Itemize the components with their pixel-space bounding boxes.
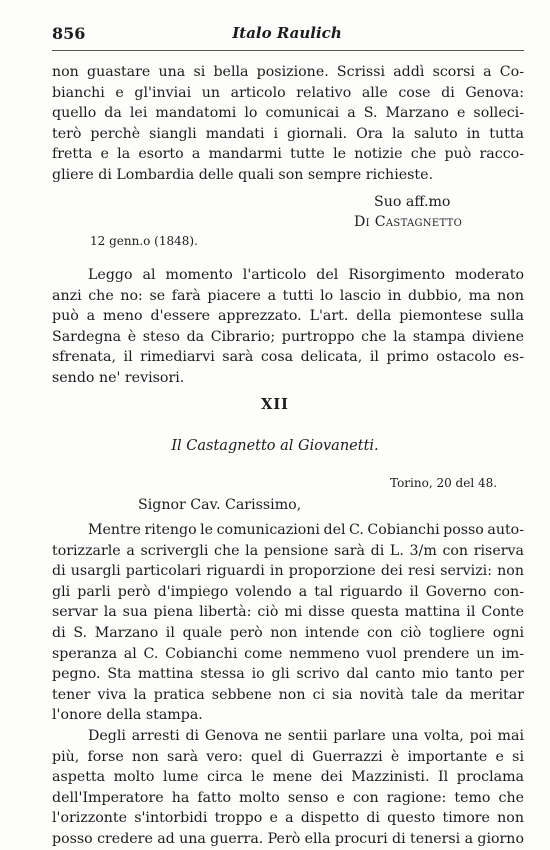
letter-1-date: 12 genn.o (1848). — [90, 234, 198, 248]
letter-2-date: Torino, 20 del 48. — [390, 476, 498, 490]
text-line: quello da lei mandatomi lo comunicai a S. Marzano e solleci- — [52, 105, 524, 122]
editorial-note — [52, 265, 524, 389]
letter-2-paragraph-1 — [52, 520, 524, 726]
text-line: tener viva la pratica sebbene non ci sia novità tale da meritar — [52, 686, 524, 703]
running-head: Italo Raulich — [232, 24, 342, 42]
text-line: di S. Marzano il quale però non intende con ciò togliere ogni — [52, 624, 524, 641]
text-line: Leggo al momento l'articolo del Risorgimento moderato — [88, 267, 524, 283]
text-line: di usargli particolari riguardi in proporzione dei resi servizi: non — [52, 563, 524, 580]
text-line: può a meno d'essere apprezzato. L'art. della piemontese sulla — [52, 308, 524, 325]
text-line: dell'Imperatore ha fatto molto senso e con ragione: temo che — [52, 789, 524, 806]
letter-1-body — [52, 62, 524, 186]
text-line: Degli arresti di Genova ne sentii parlare una volta, poi mai — [88, 728, 524, 744]
text-line: bianchi e gl'inviai un articolo relativo alle cose di Genova: — [52, 84, 524, 101]
text-line: fretta e la esorto a mandarmi tutte le notizie che può racco- — [52, 146, 524, 163]
text-line: aspetta molto lume circa le mene dei Mazzinisti. Il proclama — [52, 769, 524, 786]
text-line: Mentre ritengo le comunicazioni del C. Cobianchi posso auto- — [88, 522, 524, 538]
text-line: sendo ne' revisori. — [52, 369, 185, 386]
text-line: anzi che no: se farà piacere a tutti lo lascio in dubbio, ma non — [52, 287, 524, 304]
letter-1-signature: Di Castagnetto — [354, 214, 463, 230]
text-line: torizzarle a scrivergli che la pensione sarà di L. 3/m con riserva — [52, 542, 524, 559]
text-line: Sardegna è steso da Cibrario; purtroppo che la stampa diviene — [52, 328, 524, 345]
text-line: sfrenata, il rimediarvi sarà cosa delicata, il primo ostacolo es- — [52, 349, 524, 366]
text-line: terò perchè siangli mandati i giornali. Ora la saluto in tutta — [52, 125, 524, 142]
text-line: speranza al C. Cobianchi come nemmeno vuol prendere un im- — [52, 645, 524, 662]
text-line: pegno. Sta mattina stessa io gli scrivo dal canto mio tanto per — [52, 666, 524, 683]
text-line: l'onore della stampa. — [52, 707, 203, 724]
text-line: più, forse non sarà vero: quel di Guerrazzi è importante e si — [52, 748, 524, 765]
text-line: l'orizzonte s'intorbidi troppo e a dispetto di questo timore non — [52, 810, 524, 827]
letter-2-paragraph-2 — [52, 726, 524, 850]
page-header — [52, 24, 522, 46]
page-number: 856 — [52, 24, 86, 43]
header-rule — [52, 50, 524, 51]
text-line: servar la sua piena libertà: ciò mi disse questa mattina il Conte — [52, 604, 524, 621]
text-line: gli parli però d'impiego volendo a tal riguardo il Governo con- — [52, 583, 524, 600]
text-line: posso credere ad una guerra. Però ella procuri di tenersi a giorno — [52, 830, 524, 847]
text-line: non guastare una si bella posizione. Scrissi addì scorsi a Co- — [52, 64, 524, 80]
letter-1-closing: Suo aff.mo — [374, 194, 451, 210]
letter-2-salutation: Signor Cav. Carissimo, — [138, 497, 302, 513]
section-title: Il Castagnetto al Giovanetti. — [171, 438, 379, 454]
text-line: gliere di Lombardia delle quali son sempre richieste. — [52, 166, 434, 183]
section-number: XII — [261, 396, 289, 413]
